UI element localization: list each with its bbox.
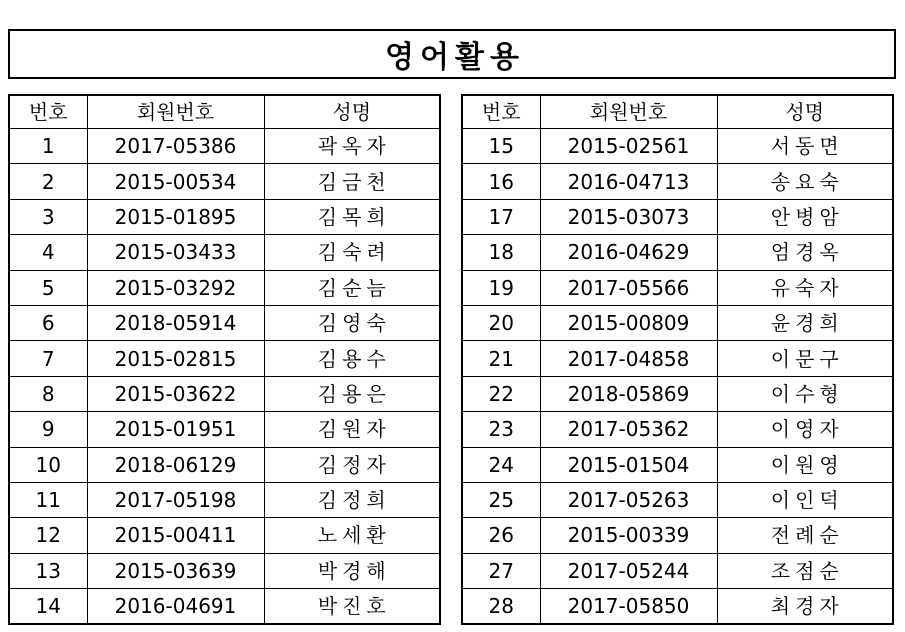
cell-member-id: 2015-01504 xyxy=(540,447,717,482)
table-row xyxy=(462,376,893,411)
cell-name: 서동면 xyxy=(717,129,893,164)
cell-name: 이영자 xyxy=(717,412,893,447)
table-row xyxy=(9,518,440,553)
cell-number: 12 xyxy=(9,518,87,553)
cell-number: 22 xyxy=(462,376,540,411)
cell-member-id: 2018-05869 xyxy=(540,376,717,411)
cell-member-id: 2015-03639 xyxy=(87,553,264,588)
cell-number: 26 xyxy=(462,518,540,553)
table-row xyxy=(462,447,893,482)
table-row xyxy=(462,270,893,305)
table-row xyxy=(9,235,440,270)
cell-name: 노세환 xyxy=(264,518,440,553)
cell-name: 김용수 xyxy=(264,341,440,376)
cell-name: 김정자 xyxy=(264,447,440,482)
cell-member-id: 2015-03433 xyxy=(87,235,264,270)
cell-name: 전례순 xyxy=(717,518,893,553)
header-member-id: 회원번호 xyxy=(87,95,264,129)
table-row xyxy=(9,270,440,305)
cell-number: 5 xyxy=(9,270,87,305)
cell-member-id: 2015-00411 xyxy=(87,518,264,553)
cell-number: 8 xyxy=(9,376,87,411)
cell-number: 16 xyxy=(462,164,540,199)
cell-number: 3 xyxy=(9,199,87,234)
cell-member-id: 2015-00339 xyxy=(540,518,717,553)
cell-number: 7 xyxy=(9,341,87,376)
cell-name: 이원영 xyxy=(717,447,893,482)
table-row xyxy=(462,164,893,199)
table-header-row xyxy=(462,95,893,129)
cell-member-id: 2015-03622 xyxy=(87,376,264,411)
cell-name: 이인덕 xyxy=(717,482,893,517)
cell-member-id: 2015-02561 xyxy=(540,129,717,164)
title-box xyxy=(8,29,896,79)
cell-name: 곽옥자 xyxy=(264,129,440,164)
cell-member-id: 2015-02815 xyxy=(87,341,264,376)
cell-member-id: 2017-05850 xyxy=(540,589,717,625)
cell-name: 조점순 xyxy=(717,553,893,588)
table-row xyxy=(462,518,893,553)
cell-member-id: 2015-00534 xyxy=(87,164,264,199)
header-name: 성명 xyxy=(264,95,440,129)
cell-member-id: 2015-01895 xyxy=(87,199,264,234)
page-title: 영어활용 xyxy=(385,40,525,75)
table-body-left xyxy=(9,129,440,625)
cell-number: 23 xyxy=(462,412,540,447)
table-header-row xyxy=(9,95,440,129)
table-row xyxy=(462,341,893,376)
cell-name: 송요숙 xyxy=(717,164,893,199)
cell-name: 박경해 xyxy=(264,553,440,588)
cell-number: 27 xyxy=(462,553,540,588)
table-row xyxy=(9,376,440,411)
header-number: 번호 xyxy=(462,95,540,129)
cell-number: 9 xyxy=(9,412,87,447)
cell-number: 2 xyxy=(9,164,87,199)
header-member-id: 회원번호 xyxy=(540,95,717,129)
cell-name: 김금천 xyxy=(264,164,440,199)
cell-member-id: 2016-04629 xyxy=(540,235,717,270)
cell-number: 15 xyxy=(462,129,540,164)
table-row xyxy=(9,589,440,625)
cell-name: 엄경옥 xyxy=(717,235,893,270)
table-body-right xyxy=(462,129,893,625)
cell-member-id: 2016-04691 xyxy=(87,589,264,625)
table-row xyxy=(462,129,893,164)
cell-number: 10 xyxy=(9,447,87,482)
header-name: 성명 xyxy=(717,95,893,129)
header-number: 번호 xyxy=(9,95,87,129)
cell-name: 김순늠 xyxy=(264,270,440,305)
cell-name: 박진호 xyxy=(264,589,440,625)
table-row xyxy=(9,447,440,482)
cell-number: 17 xyxy=(462,199,540,234)
table-row xyxy=(9,412,440,447)
table-row xyxy=(9,553,440,588)
cell-name: 윤경희 xyxy=(717,305,893,340)
table-row xyxy=(462,199,893,234)
cell-number: 13 xyxy=(9,553,87,588)
cell-number: 28 xyxy=(462,589,540,625)
table-row xyxy=(462,589,893,625)
cell-member-id: 2015-03073 xyxy=(540,199,717,234)
cell-member-id: 2017-04858 xyxy=(540,341,717,376)
cell-member-id: 2016-04713 xyxy=(540,164,717,199)
cell-member-id: 2018-06129 xyxy=(87,447,264,482)
cell-number: 19 xyxy=(462,270,540,305)
table-row xyxy=(462,412,893,447)
table-row xyxy=(462,235,893,270)
table-row xyxy=(9,164,440,199)
cell-name: 이수형 xyxy=(717,376,893,411)
table-row xyxy=(9,305,440,340)
cell-number: 11 xyxy=(9,482,87,517)
cell-name: 김숙려 xyxy=(264,235,440,270)
member-table-left xyxy=(8,94,441,625)
cell-name: 유숙자 xyxy=(717,270,893,305)
table-row xyxy=(9,341,440,376)
cell-member-id: 2015-01951 xyxy=(87,412,264,447)
member-table-right xyxy=(461,94,894,625)
cell-number: 4 xyxy=(9,235,87,270)
cell-member-id: 2017-05263 xyxy=(540,482,717,517)
cell-number: 25 xyxy=(462,482,540,517)
cell-member-id: 2017-05198 xyxy=(87,482,264,517)
table-row xyxy=(9,129,440,164)
cell-member-id: 2017-05386 xyxy=(87,129,264,164)
cell-number: 6 xyxy=(9,305,87,340)
cell-name: 안병암 xyxy=(717,199,893,234)
cell-member-id: 2015-00809 xyxy=(540,305,717,340)
cell-name: 김정희 xyxy=(264,482,440,517)
cell-number: 18 xyxy=(462,235,540,270)
cell-number: 24 xyxy=(462,447,540,482)
cell-name: 최경자 xyxy=(717,589,893,625)
cell-name: 김용은 xyxy=(264,376,440,411)
cell-number: 1 xyxy=(9,129,87,164)
cell-member-id: 2017-05362 xyxy=(540,412,717,447)
cell-member-id: 2017-05566 xyxy=(540,270,717,305)
cell-member-id: 2015-03292 xyxy=(87,270,264,305)
table-row xyxy=(9,482,440,517)
table-row xyxy=(462,482,893,517)
cell-name: 김영숙 xyxy=(264,305,440,340)
cell-member-id: 2018-05914 xyxy=(87,305,264,340)
cell-number: 20 xyxy=(462,305,540,340)
cell-name: 김원자 xyxy=(264,412,440,447)
table-row xyxy=(462,553,893,588)
cell-name: 김목희 xyxy=(264,199,440,234)
cell-number: 14 xyxy=(9,589,87,625)
cell-number: 21 xyxy=(462,341,540,376)
table-row xyxy=(462,305,893,340)
cell-member-id: 2017-05244 xyxy=(540,553,717,588)
table-row xyxy=(9,199,440,234)
cell-name: 이문구 xyxy=(717,341,893,376)
